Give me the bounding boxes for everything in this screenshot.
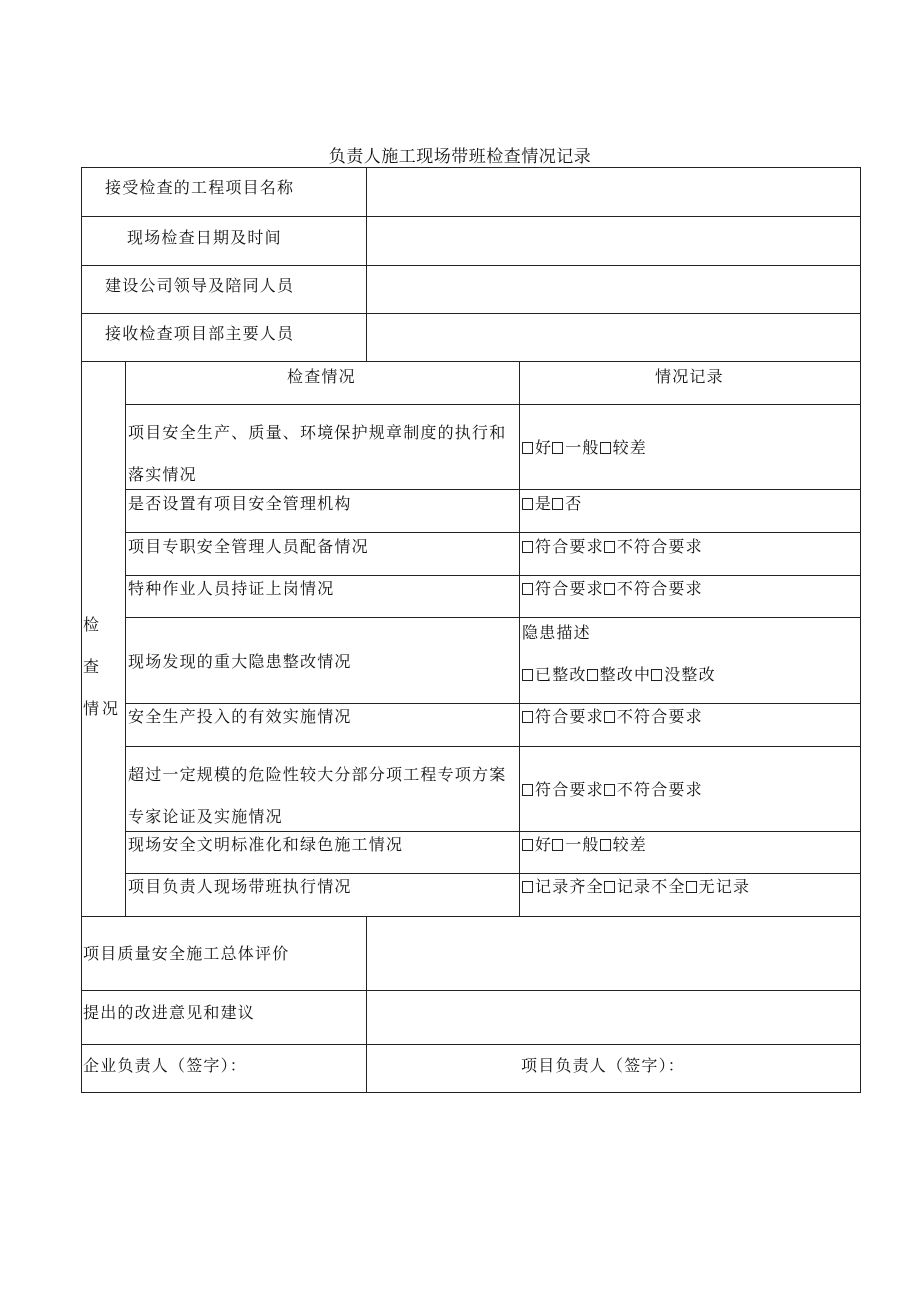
checkbox[interactable] (552, 442, 563, 454)
checkbox[interactable] (587, 669, 598, 681)
project-staff-label: 接收检查项目部主要人员 (105, 324, 295, 343)
project-staff-value[interactable] (378, 324, 848, 344)
record-options-8: 好 一般 较差 (522, 835, 647, 855)
checkbox[interactable] (522, 669, 533, 681)
checkbox[interactable] (522, 498, 533, 510)
section-label-line1: 检 查 (83, 615, 103, 676)
checkbox[interactable] (552, 498, 563, 510)
checkbox[interactable] (522, 881, 533, 893)
checkbox[interactable] (600, 839, 611, 851)
form-title: 负责人施工现场带班检查情况记录 (328, 147, 592, 167)
checkbox[interactable] (604, 583, 615, 595)
checkbox[interactable] (604, 881, 615, 893)
suggestions-value[interactable] (378, 1003, 848, 1023)
overall-evaluation-label: 项目质量安全施工总体评价 (83, 944, 290, 963)
column-header-record: 情况记录 (655, 367, 724, 386)
checkbox[interactable] (522, 839, 533, 851)
record-options-2: 是 否 (522, 494, 582, 514)
record-options-1: 好 一般 较差 (522, 438, 647, 458)
checkbox[interactable] (522, 711, 533, 723)
section-label (83, 604, 125, 730)
checkbox[interactable] (604, 711, 615, 723)
checkbox[interactable] (686, 881, 697, 893)
record-options-7: 符合要求 不符合要求 (522, 780, 703, 800)
company-leaders-label: 建设公司领导及陪同人员 (105, 276, 295, 295)
overall-evaluation-value[interactable] (378, 944, 848, 964)
checkbox[interactable] (522, 784, 533, 796)
check-item-2: 是否设置有项目安全管理机构 (128, 494, 352, 513)
project-signature-label: 项目负责人（签字）： (521, 1056, 686, 1075)
record-options-6: 符合要求 不符合要求 (522, 707, 703, 727)
check-item-6: 安全生产投入的有效实施情况 (128, 707, 352, 726)
record-options-4: 符合要求 不符合要求 (522, 579, 703, 599)
inspection-datetime-label: 现场检查日期及时间 (127, 228, 282, 247)
checkbox[interactable] (651, 669, 662, 681)
record-options-3: 符合要求 不符合要求 (522, 537, 703, 557)
checkbox[interactable] (600, 442, 611, 454)
inspection-datetime-value[interactable] (378, 228, 848, 248)
check-item-3: 项目专职安全管理人员配备情况 (128, 537, 369, 556)
company-signature-label: 企业负责人（签字）： (83, 1056, 248, 1075)
project-name-label: 接受检查的工程项目名称 (105, 178, 295, 197)
check-item-5: 现场发现的重大隐患整改情况 (128, 652, 352, 671)
checkbox[interactable] (522, 541, 533, 553)
section-label-line2: 情况 (83, 699, 122, 718)
checkbox[interactable] (604, 541, 615, 553)
checkbox[interactable] (522, 583, 533, 595)
checkbox[interactable] (604, 784, 615, 796)
record-options-9: 记录齐全 记录不全 无记录 (522, 877, 750, 897)
checkbox[interactable] (522, 442, 533, 454)
check-item-7: 超过一定规模的危险性较大分部分项工程专项方案专家论证及实施情况 (128, 765, 507, 826)
project-name-value[interactable] (378, 178, 848, 198)
check-item-9: 项目负责人现场带班执行情况 (128, 877, 352, 896)
suggestions-label: 提出的改进意见和建议 (83, 1003, 256, 1022)
check-item-4: 特种作业人员持证上岗情况 (128, 579, 335, 598)
checkbox[interactable] (552, 839, 563, 851)
record-options-5: 已整改 整改中 没整改 (522, 665, 716, 685)
company-leaders-value[interactable] (378, 276, 848, 296)
check-item-8: 现场安全文明标准化和绿色施工情况 (128, 835, 404, 854)
hazard-description-label: 隐患描述 (522, 623, 591, 642)
check-item-1: 项目安全生产、质量、环境保护规章制度的执行和落实情况 (128, 423, 507, 484)
column-header-item: 检查情况 (287, 367, 356, 386)
